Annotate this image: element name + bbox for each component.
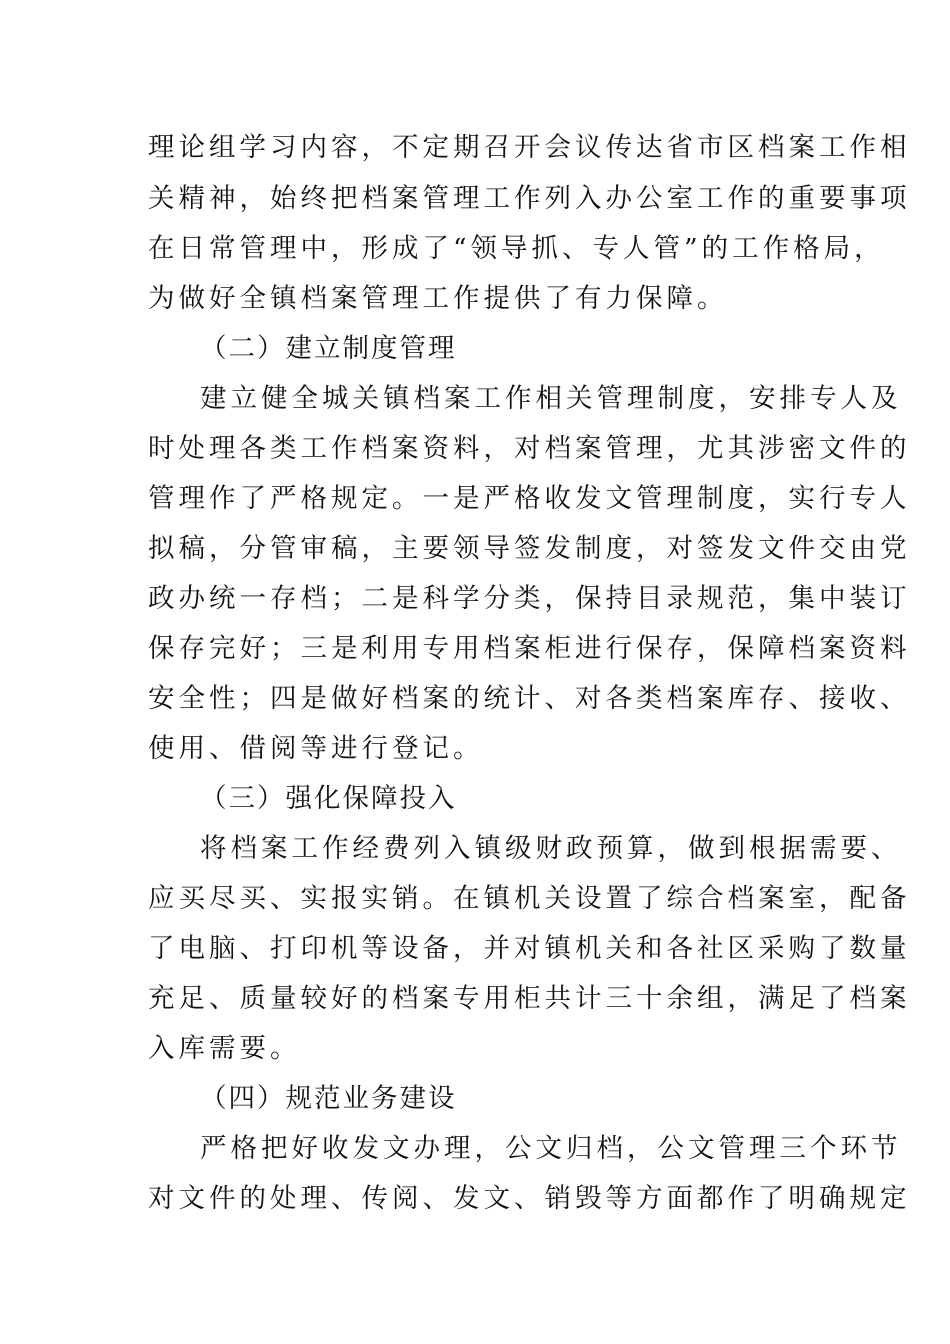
section-heading-2: （二）建立制度管理	[200, 333, 457, 364]
paragraph-line: 使用、借阅等进行登记。	[148, 733, 484, 764]
paragraph-line: 建立健全城关镇档案工作相关管理制度，安排专人及	[200, 383, 902, 414]
paragraph-line: 了电脑、打印机等设备，并对镇机关和各社区采购了数量	[148, 933, 911, 964]
paragraph-line: 严格把好收发文办理，公文归档，公文管理三个环节	[200, 1133, 902, 1164]
paragraph-line: 应买尽买、实报实销。在镇机关设置了综合档案室，配备	[148, 883, 911, 914]
paragraph-line: 对文件的处理、传阅、发文、销毁等方面都作了明确规定	[148, 1183, 911, 1214]
paragraph-line: 为做好全镇档案管理工作提供了有力保障。	[148, 283, 728, 314]
paragraph-line: 安全性；四是做好档案的统计、对各类档案库存、接收、	[148, 683, 911, 714]
paragraph-line: 拟稿，分管审稿，主要领导签发制度，对签发文件交由党	[148, 533, 911, 564]
paragraph-line: 保存完好；三是利用专用档案柜进行保存，保障档案资料	[148, 633, 911, 664]
paragraph-line: 时处理各类工作档案资料，对档案管理，尤其涉密文件的	[148, 433, 911, 464]
paragraph-line: 政办统一存档；二是科学分类，保持目录规范，集中装订	[148, 583, 911, 614]
paragraph-line: 入库需要。	[148, 1033, 301, 1064]
paragraph-line: 在日常管理中，形成了“领导抓、专人管”的工作格局，	[148, 233, 885, 264]
paragraph-line: 理论组学习内容，不定期召开会议传达省市区档案工作相	[148, 132, 911, 163]
paragraph-line: 关精神，始终把档案管理工作列入办公室工作的重要事项	[148, 183, 911, 214]
section-heading-4: （四）规范业务建设	[200, 1083, 457, 1114]
paragraph-line: 将档案工作经费列入镇级财政预算，做到根据需要、	[200, 833, 902, 864]
paragraph-line: 管理作了严格规定。一是严格收发文管理制度，实行专人	[148, 483, 911, 514]
paragraph-line: 充足、质量较好的档案专用柜共计三十余组，满足了档案	[148, 983, 911, 1014]
section-heading-3: （三）强化保障投入	[200, 783, 457, 814]
